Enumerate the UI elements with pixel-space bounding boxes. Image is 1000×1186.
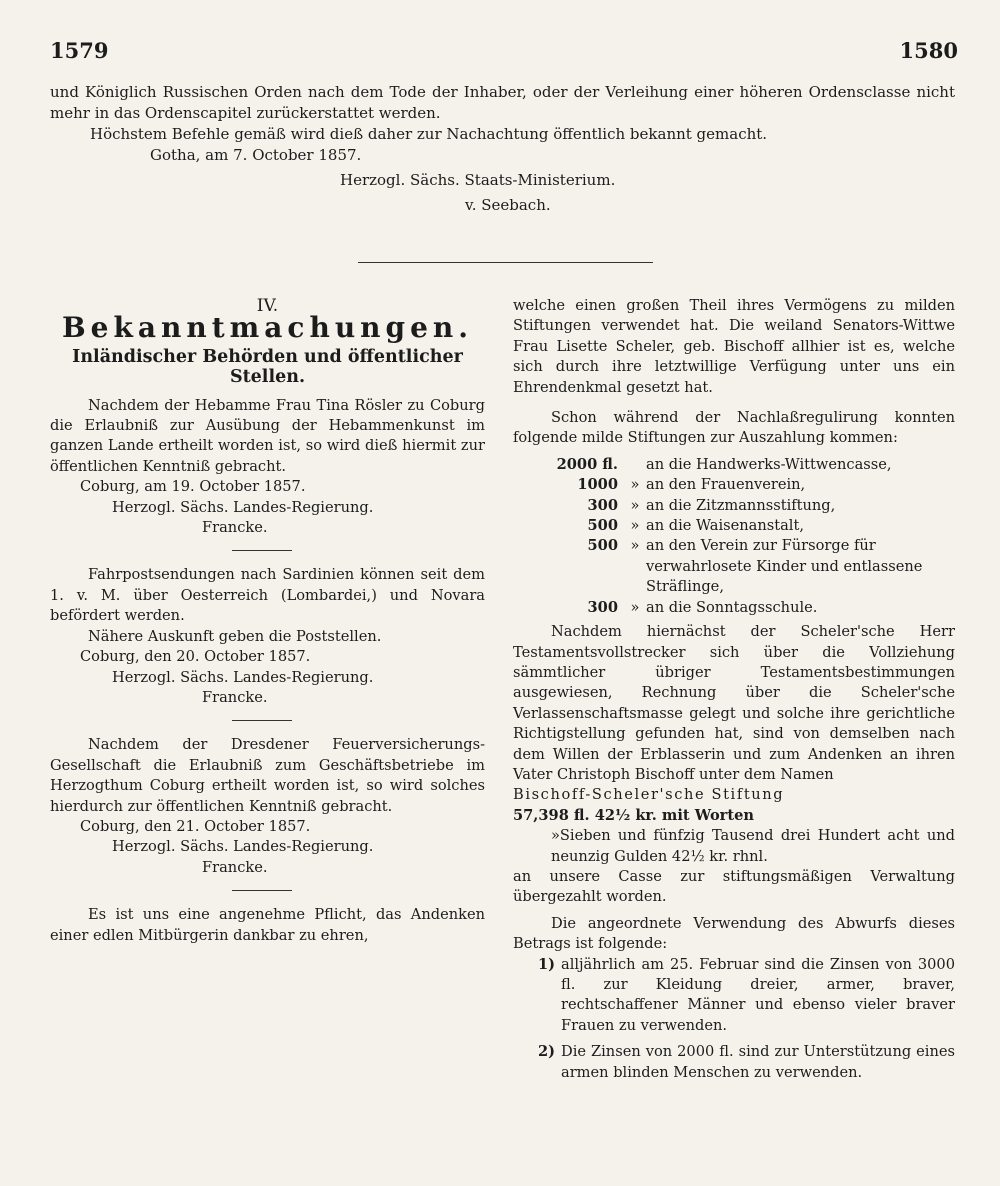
provision-text: Die Zinsen von 2000 fl. sind zur Unterstützung eines armen blinden Menschen zu verwenden. [561,1043,955,1081]
right-column [513,296,955,1083]
notice-divider [232,890,292,891]
right-paragraph-3: Nachdem hiernächst der Scheler'sche Herr Testamentsvollstrecker sich über die Vollziehung sämmtlicher übriger Testamentsbestimmungen ausgewiesen, Rechnung über die Scheler'sche Verlassenschaftsmasse gelegt und solche ihre gerichtliche Richtigstellung gefunden hat, sind von demselben nach dem Willen der Erblasserin und zum Andenken an ihren Vater Christoph Bischoff unter dem Namen [513,623,955,783]
provision-number: 2) [537,1043,555,1061]
donation-text: an den Frauenverein, [646,476,806,494]
top-paragraph-2: Höchstem Befehle gemäß wird dieß daher zur Nachachtung öffentlich bekannt gemacht. [90,125,768,143]
foundation-amount-words: »Sieben und fünfzig Tausend drei Hundert acht und neunzig Gulden 42½ kr. rhnl. [551,827,955,865]
right-paragraph-1: welche einen großen Theil ihres Vermögens zu milden Stiftungen verwendet hat. Die weiland Senators-Wittwe Frau Lisette Scheler, geb. Bischoff allhier ist es, welche sich durch ihre letztwillige Verfügung unter uns ein Ehrendenkmal gesetzt hat. [513,297,955,396]
top-signature: v. Seebach. [465,196,551,214]
notice-1-date: Coburg, am 19. October 1857. [80,478,306,496]
donation-text: an die Sonntagsschule. [646,598,818,616]
ditto-mark: » [630,476,640,494]
notice-3-text: Nachdem der Dresdener Feuerversicherungs-Gesellschaft die Erlaubniß zum Geschäftsbetriebe im Herzogthum Coburg ertheilt worden ist, so wird solches hierdurch zur öffentlichen Kenntniß gebracht. [50,736,485,815]
page-number-left: 1579 [50,38,109,63]
section-subheading: Inländischer Behörden und öffentlicher Stellen. [72,346,463,388]
notice-2-signature: Francke. [202,688,268,706]
foundation-amount: 57,398 fl. 42½ kr. mit Worten [513,806,755,824]
notice-2-text: Fahrpostsendungen nach Sardinien können seit dem 1. v. M. über Oesterreich (Lombardei,) und Novara befördert werden. [50,566,485,625]
donation-text: an die Handwerks-Wittwencasse, [646,455,892,473]
top-authority: Herzogl. Sächs. Staats-Ministerium. [340,171,616,189]
ditto-mark: » [630,598,640,616]
donation-item [513,455,955,475]
donation-item [513,475,955,495]
donation-amount: 300 [587,598,618,616]
ditto-mark: » [630,496,640,514]
notice-2-authority: Herzogl. Sächs. Landes-Regierung. [112,668,374,686]
provision-item [513,955,955,1037]
donation-item [513,516,955,536]
provision-item [513,1042,955,1083]
notice-1-authority: Herzogl. Sächs. Landes-Regierung. [112,498,374,516]
provision-text: alljährlich am 25. Februar sind die Zinsen von 3000 fl. zur Kleidung dreier, armer, braver, rechtschaffener Männer und ebenso vieler braver Frauen zu verwenden. [561,955,955,1034]
ditto-mark [624,455,646,475]
donation-text: an die Waisenanstalt, [646,517,804,535]
top-dateline: Gotha, am 7. October 1857. [150,146,362,164]
donation-amount: 2000 fl. [556,455,618,473]
notice-4-start: Es ist uns eine angenehme Pflicht, das Andenken einer edlen Mitbürgerin dankbar zu ehren, [50,906,485,944]
notice-divider [232,720,292,721]
donation-amount: 300 [587,496,618,514]
donation-item [513,496,955,516]
notice-1-signature: Francke. [202,519,268,537]
top-section [50,82,955,216]
notice-1-text: Nachdem der Hebamme Frau Tina Rösler zu Coburg die Erlaubniß zur Ausübung der Hebammenkunst im ganzen Lande ertheilt worden ist, so wird dieß hiermit zur öffentlichen Kenntniß gebracht. [50,396,485,475]
section-heading: Bekanntmachungen. [61,311,474,345]
donation-amount: 500 [587,537,618,555]
ditto-mark: » [630,517,640,535]
notice-divider [232,550,292,551]
right-paragraph-4: an unsere Casse zur stiftungsmäßigen Verwaltung übergezahlt worden. [513,867,955,906]
section-divider [358,262,653,263]
donation-item [513,536,955,597]
section-number: IV. [256,296,279,316]
foundation-name: Bischoff-Scheler'sche Stiftung [513,786,785,804]
donation-item [513,598,955,618]
right-paragraph-2: Schon während der Nachlaßregulirung konnten folgende milde Stiftungen zur Auszahlung kommen: [513,409,955,447]
donation-amount: 500 [587,517,618,535]
notice-2-date: Coburg, den 20. October 1857. [80,648,311,666]
left-column [50,296,485,946]
provision-number: 1) [537,955,555,973]
donation-amount: 1000 [577,476,618,494]
notice-3-signature: Francke. [202,858,268,876]
right-paragraph-5: Die angeordnete Verwendung des Abwurfs dieses Betrags ist folgende: [513,914,955,953]
notice-3-authority: Herzogl. Sächs. Landes-Regierung. [112,838,374,856]
notice-2-text-2: Nähere Auskunft geben die Poststellen. [88,627,382,645]
ditto-mark: » [630,537,640,555]
notice-3-date: Coburg, den 21. October 1857. [80,817,311,835]
donation-list [513,455,955,618]
top-paragraph-1: und Königlich Russischen Orden nach dem Tode der Inhaber, oder der Verleihung einer höheren Ordensclasse nicht mehr in das Ordenscapitel zurückerstattet werden. [50,83,955,122]
donation-text: an die Zitzmannsstiftung, [646,496,836,514]
page-number-right: 1580 [899,38,958,63]
donation-text: an den Verein zur Fürsorge für verwahrlosete Kinder und entlassene Sträflinge, [646,537,923,596]
